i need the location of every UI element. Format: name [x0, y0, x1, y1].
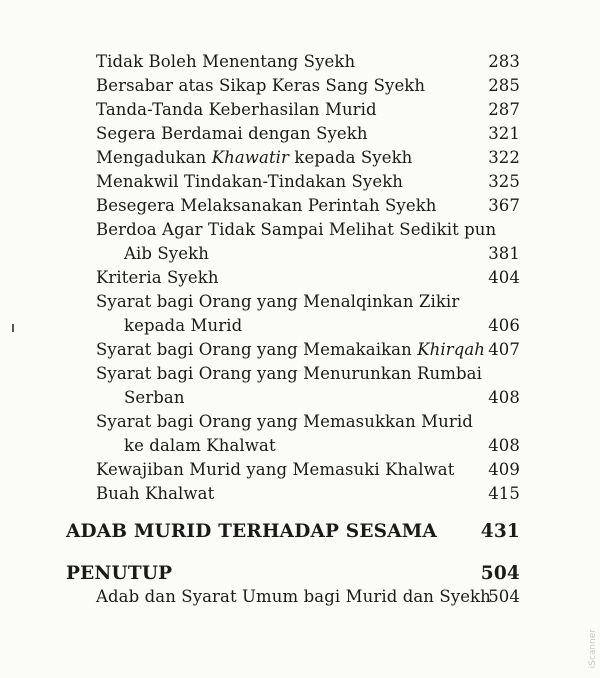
- toc-entry: [96, 146, 520, 170]
- entry-title: Tanda-Tanda Keberhasilan Murid: [96, 100, 377, 119]
- toc-entry-continuation: [124, 314, 520, 338]
- entry-title-italic: Khirqah: [417, 340, 486, 359]
- entry-page: 321: [488, 124, 520, 143]
- entry-page: 322: [488, 148, 520, 167]
- entry-page: 285: [488, 76, 520, 95]
- toc-entry: [96, 266, 520, 290]
- toc-entry-continuation: [124, 242, 520, 266]
- entry-title-italic: Khawatir: [211, 148, 290, 167]
- toc-entry: [96, 338, 520, 362]
- entry-page: 406: [488, 316, 520, 335]
- toc-entry: [96, 74, 520, 98]
- entry-title: Kewajiban Murid yang Memasuki Khalwat: [96, 460, 455, 479]
- entry-title: Besegera Melaksanakan Perintah Syekh: [96, 196, 437, 215]
- margin-mark: [12, 324, 14, 332]
- entry-page: 381: [488, 244, 520, 263]
- toc-entry-continuation: [124, 434, 520, 458]
- toc-entry: [96, 98, 520, 122]
- toc-entry: [96, 122, 520, 146]
- entry-title: Kriteria Syekh: [96, 268, 219, 287]
- toc-entry: [96, 218, 520, 242]
- entry-page: 409: [488, 460, 520, 479]
- section-title: PENUTUP: [66, 563, 173, 584]
- entry-page: 367: [488, 196, 520, 215]
- toc-section-heading: [66, 519, 520, 545]
- section-page: 504: [480, 563, 520, 584]
- entry-title: Syarat bagi Orang yang Menurunkan Rumbai: [96, 364, 482, 383]
- entry-page: 415: [488, 484, 520, 503]
- entry-title: Berdoa Agar Tidak Sampai Melihat Sedikit pun: [96, 220, 497, 239]
- toc-entry: [96, 290, 520, 314]
- entry-title: Segera Berdamai dengan Syekh: [96, 124, 368, 143]
- entry-title: Buah Khalwat: [96, 484, 215, 503]
- toc-entry: [96, 482, 520, 506]
- toc-section-heading: [66, 561, 520, 587]
- entry-page: 404: [488, 268, 520, 287]
- toc-entry: [96, 458, 520, 482]
- entry-title-cont: Aib Syekh: [124, 244, 209, 263]
- toc-entry: [96, 50, 520, 74]
- entry-title-pre: Syarat bagi Orang yang Memakaikan: [96, 340, 418, 359]
- entry-title-cont: ke dalam Khalwat: [124, 436, 276, 455]
- entry-page: 287: [488, 100, 520, 119]
- toc-entry: [96, 585, 520, 609]
- entry-title-cont: kepada Murid: [124, 316, 243, 335]
- entry-page: 325: [488, 172, 520, 191]
- entry-title: Syarat bagi Orang yang Memasukkan Murid: [96, 412, 473, 431]
- entry-page: 408: [488, 436, 520, 455]
- entry-title: Syarat bagi Orang yang Menalqinkan Zikir: [96, 292, 460, 311]
- section-title: ADAB MURID TERHADAP SESAMA: [66, 521, 437, 542]
- scanner-watermark: iScanner: [588, 628, 598, 668]
- toc-entry: [96, 362, 520, 386]
- entry-title-cont: Serban: [124, 388, 185, 407]
- entry-title: Bersabar atas Sikap Keras Sang Syekh: [96, 76, 426, 95]
- toc-entry-continuation: [124, 386, 520, 410]
- toc-entry: [96, 194, 520, 218]
- toc-entry: [96, 170, 520, 194]
- entry-page: 283: [488, 52, 520, 71]
- entry-title-pre: Mengadukan: [96, 148, 212, 167]
- entry-page: 408: [488, 388, 520, 407]
- toc-entry: [96, 410, 520, 434]
- entry-page: 504: [488, 587, 520, 606]
- entry-title: Tidak Boleh Menentang Syekh: [96, 52, 356, 71]
- entry-title-post: kepada Syekh: [289, 148, 413, 167]
- entry-title: Menakwil Tindakan-Tindakan Syekh: [96, 172, 404, 191]
- entry-page: 407: [488, 340, 520, 359]
- entry-title: Adab dan Syarat Umum bagi Murid dan Syekh: [96, 587, 491, 606]
- section-page: 431: [480, 521, 520, 542]
